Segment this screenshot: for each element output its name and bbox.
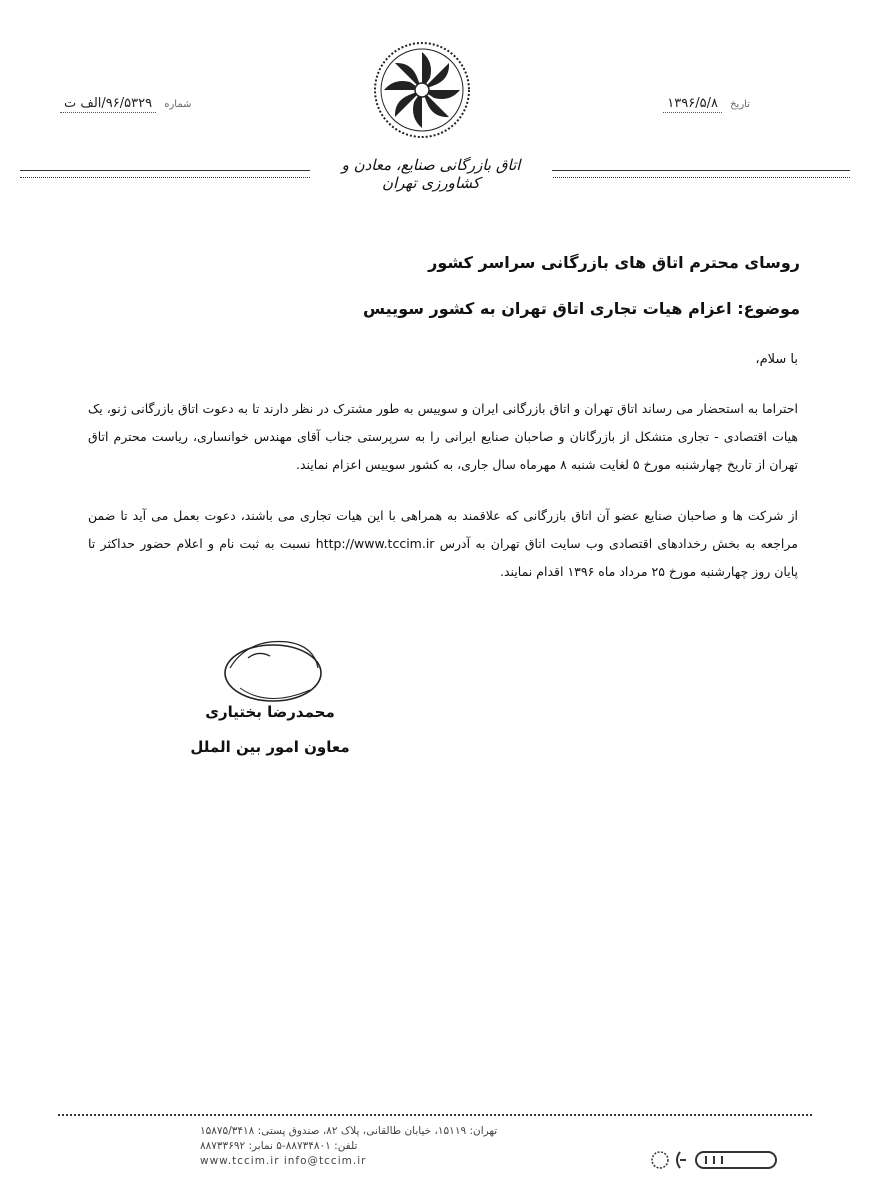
- greeting: با سلام،: [755, 352, 798, 367]
- number-value: ۹۶/۵۳۲۹/الف ت: [60, 96, 156, 113]
- addressee: روسای محترم اتاق های بازرگانی سراسر کشور: [428, 253, 800, 272]
- footer-web: www.tccim.ir info@tccim.ir: [200, 1155, 367, 1167]
- number-label: شماره: [164, 99, 192, 110]
- subject-line: موضوع: اعزام هیات تجاری اتاق تهران به کشور سوییس: [363, 299, 800, 318]
- signer-title: معاون امور بین الملل: [190, 738, 350, 756]
- organization-name: اتاق بازرگانی صنایع، معادن و کشاورزی تهران: [310, 156, 552, 192]
- footer-divider: [58, 1114, 812, 1116]
- number-field: [60, 96, 191, 111]
- footer-address: تهران: ۱۵۱۱۹، خیابان طالقانی، پلاک ۸۲، صندوق پستی: ۱۵۸۷۵/۳۴۱۸: [200, 1125, 498, 1137]
- footer-phone: تلفن: ۸۸۷۳۴۸۰۱-۵ نمابر: ۸۸۷۳۳۶۹۲: [200, 1140, 358, 1152]
- footer-contact: [200, 1124, 580, 1169]
- signer-name: محمدرضا بختیاری: [205, 703, 335, 721]
- chamber-logo-icon: [372, 40, 472, 140]
- paragraph-registration: از شرکت ها و صاحبان صنایع عضو آن اتاق بازرگانی که علاقمند به همراهی با این هیات تجاری می باشند، دعوت بعمل می آید تا ضمن مراجعه به بخش رخدادهای اقتصادی وب سایت اتاق تهران به آدرس http://www.tccim.ir نسبت به ثبت نام و اعلام حضور حداکثر تا پایان روز چهارشنبه مورخ ۲۵ مرداد ماه ۱۳۹۶ اقدام نمایند.: [88, 508, 798, 579]
- paragraph-invitation: احتراما به استحضار می رساند اتاق تهران و اتاق بازرگانی ایران و سوییس به طور مشترک در نظر دارند تا به دعوت اتاق بازرگانی ژنو، یک هیات اقتصادی - تجاری متشکل از بازرگانان و صاحبان صنایع ایرانی را به سرپرستی جناب آقای مهندس خوانساری، ریاست محترم اتاق تهران از تاریخ چهارشنبه مورخ ۵ لغایت شنبه ۸ مهرماه سال جاری، به کشور سوییس اعزام نمایند.: [88, 401, 798, 472]
- footer-emblem-icon: [650, 1146, 780, 1174]
- date-label: تاریخ: [730, 99, 750, 110]
- date-value: ۱۳۹۶/۵/۸: [663, 96, 722, 113]
- date-field: [663, 96, 750, 111]
